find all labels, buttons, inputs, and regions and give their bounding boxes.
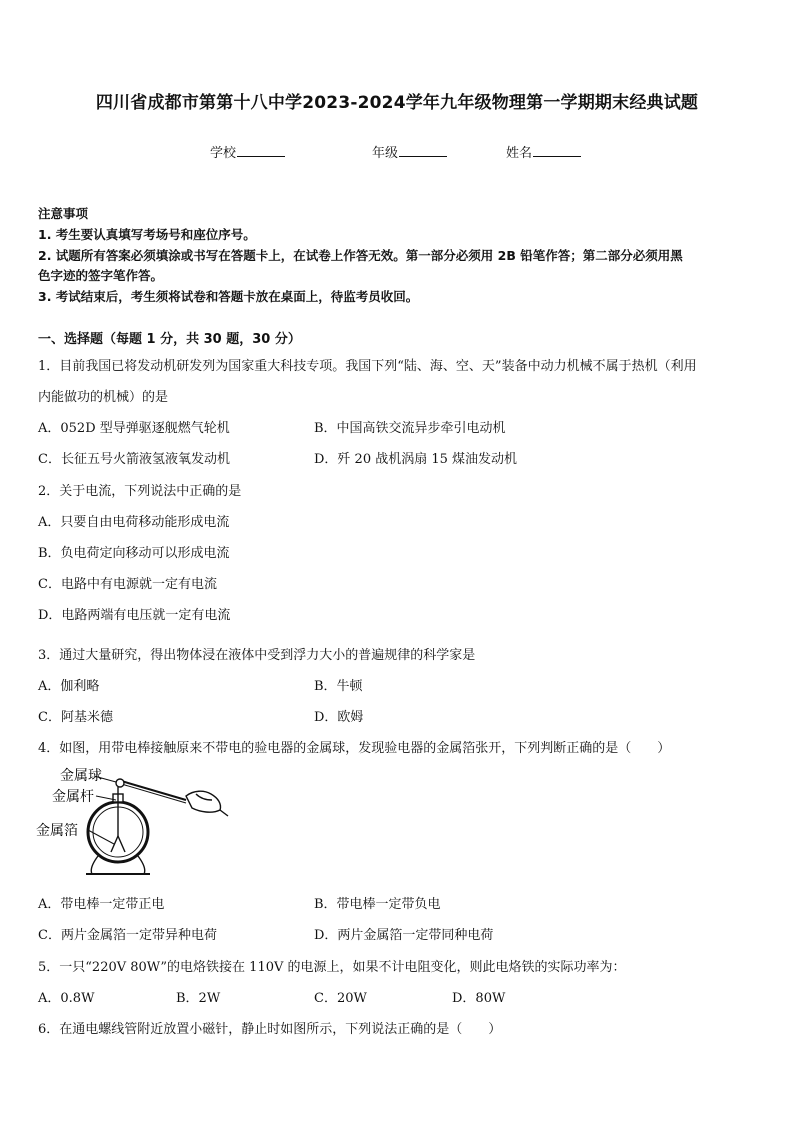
question-3-option-c[interactable]: C．阿基米德 xyxy=(38,710,113,725)
question-5-option-d[interactable]: D．80W xyxy=(452,991,506,1006)
question-2-option-a[interactable]: A．只要自由电荷移动能形成电流 xyxy=(38,515,230,530)
question-2-option-d[interactable]: D．电路两端有电压就一定有电流 xyxy=(38,608,231,623)
leader-line-foil xyxy=(88,830,114,844)
label-metal-ball: 金属球 xyxy=(60,768,102,784)
name-label: 姓名 xyxy=(506,146,533,161)
label-metal-rod: 金属杆 xyxy=(52,789,94,805)
metal-foil-right xyxy=(118,836,125,852)
grade-label: 年级 xyxy=(372,146,399,161)
question-3-option-b[interactable]: B．牛顿 xyxy=(314,679,363,694)
school-blank[interactable] xyxy=(237,144,285,157)
school-field[interactable] xyxy=(210,142,285,161)
question-4-option-c[interactable]: C．两片金属箔一定带异种电荷 xyxy=(38,928,217,943)
name-blank[interactable] xyxy=(533,144,581,157)
question-4-option-b[interactable]: B．带电棒一定带负电 xyxy=(314,897,441,912)
question-4-option-a[interactable]: A．带电棒一定带正电 xyxy=(38,897,165,912)
charged-rod-edge xyxy=(118,783,186,803)
grade-blank[interactable] xyxy=(399,144,447,157)
question-1-option-b[interactable]: B．中国高铁交流异步牵引电动机 xyxy=(314,421,506,436)
question-2-option-c[interactable]: C．电路中有电源就一定有电流 xyxy=(38,577,217,592)
question-4-stem: 4．如图，用带电棒接触原来不带电的验电器的金属球，发现验电器的金属箔张开，下列判断正确的是（ ） xyxy=(38,741,671,756)
jar-base xyxy=(91,856,145,874)
question-1-option-c[interactable]: C．长征五号火箭液氢液氧发动机 xyxy=(38,452,230,467)
question-1-option-a[interactable]: A．052D 型导弹驱逐舰燃气轮机 xyxy=(38,421,230,436)
question-3-option-a[interactable]: A．伽利略 xyxy=(38,679,100,694)
name-field[interactable] xyxy=(506,142,581,161)
label-metal-foil: 金属箔 xyxy=(36,823,78,839)
school-label: 学校 xyxy=(210,146,237,161)
notice-heading: 注意事项 xyxy=(38,206,89,221)
hand-finger-line xyxy=(196,794,212,800)
charged-rod xyxy=(118,780,186,800)
page-title: 四川省成都市第第十八中学2023-2024学年九年级物理第一学期期末经典试题 xyxy=(95,93,699,113)
question-5-option-c[interactable]: C．20W xyxy=(314,991,367,1006)
notice-item: 1. 考生要认真填写考场号和座位序号。 xyxy=(38,227,256,242)
section-title: 一、选择题（每题 1 分，共 30 题，30 分） xyxy=(38,332,301,347)
notice-item: 2. 试题所有答案必须填涂或书写在答题卡上，在试卷上作答无效。第一部分必须用 2B 铅笔作答；第二部分必须用黑 xyxy=(38,248,683,263)
question-3-option-d[interactable]: D．欧姆 xyxy=(314,710,364,725)
hand-wrist-line xyxy=(220,810,228,816)
notice-item: 3. 考试结束后，考生须将试卷和答题卡放在桌面上，待监考员收回。 xyxy=(38,289,419,304)
question-5-option-b[interactable]: B．2W xyxy=(176,991,221,1006)
question-5-stem: 5．一只“220V 80W”的电烙铁接在 110V 的电源上，如果不计电阻变化，则此电烙铁的实际功率为： xyxy=(38,960,626,975)
question-1-option-d[interactable]: D．歼 20 战机涡扇 15 煤油发动机 xyxy=(314,452,518,467)
question-2-option-b[interactable]: B．负电荷定向移动可以形成电流 xyxy=(38,546,230,561)
metal-ball xyxy=(116,779,124,787)
question-1-stem: 1．目前我国已将发动机研发列为国家重大科技专项。我国下列“陆、海、空、天”装备中动力机械不属于热机（利用 xyxy=(38,359,697,374)
notice-item: 色字迹的签字笔作答。 xyxy=(38,268,164,283)
question-1-stem-cont: 内能做功的机械）的是 xyxy=(38,390,169,405)
question-3-stem: 3．通过大量研究，得出物体浸在液体中受到浮力大小的普遍规律的科学家是 xyxy=(38,648,476,663)
hand-icon xyxy=(186,791,221,812)
question-4-option-d[interactable]: D．两片金属箔一定带同种电荷 xyxy=(314,928,494,943)
electroscope-figure xyxy=(36,760,236,880)
question-2-stem: 2．关于电流，下列说法中正确的是 xyxy=(38,484,242,499)
question-5-option-a[interactable]: A．0.8W xyxy=(38,991,95,1006)
grade-field[interactable] xyxy=(372,142,447,161)
question-6-stem: 6．在通电螺线管附近放置小磁针，静止时如图所示，下列说法正确的是（ ） xyxy=(38,1022,502,1037)
metal-foil-left xyxy=(111,836,118,852)
